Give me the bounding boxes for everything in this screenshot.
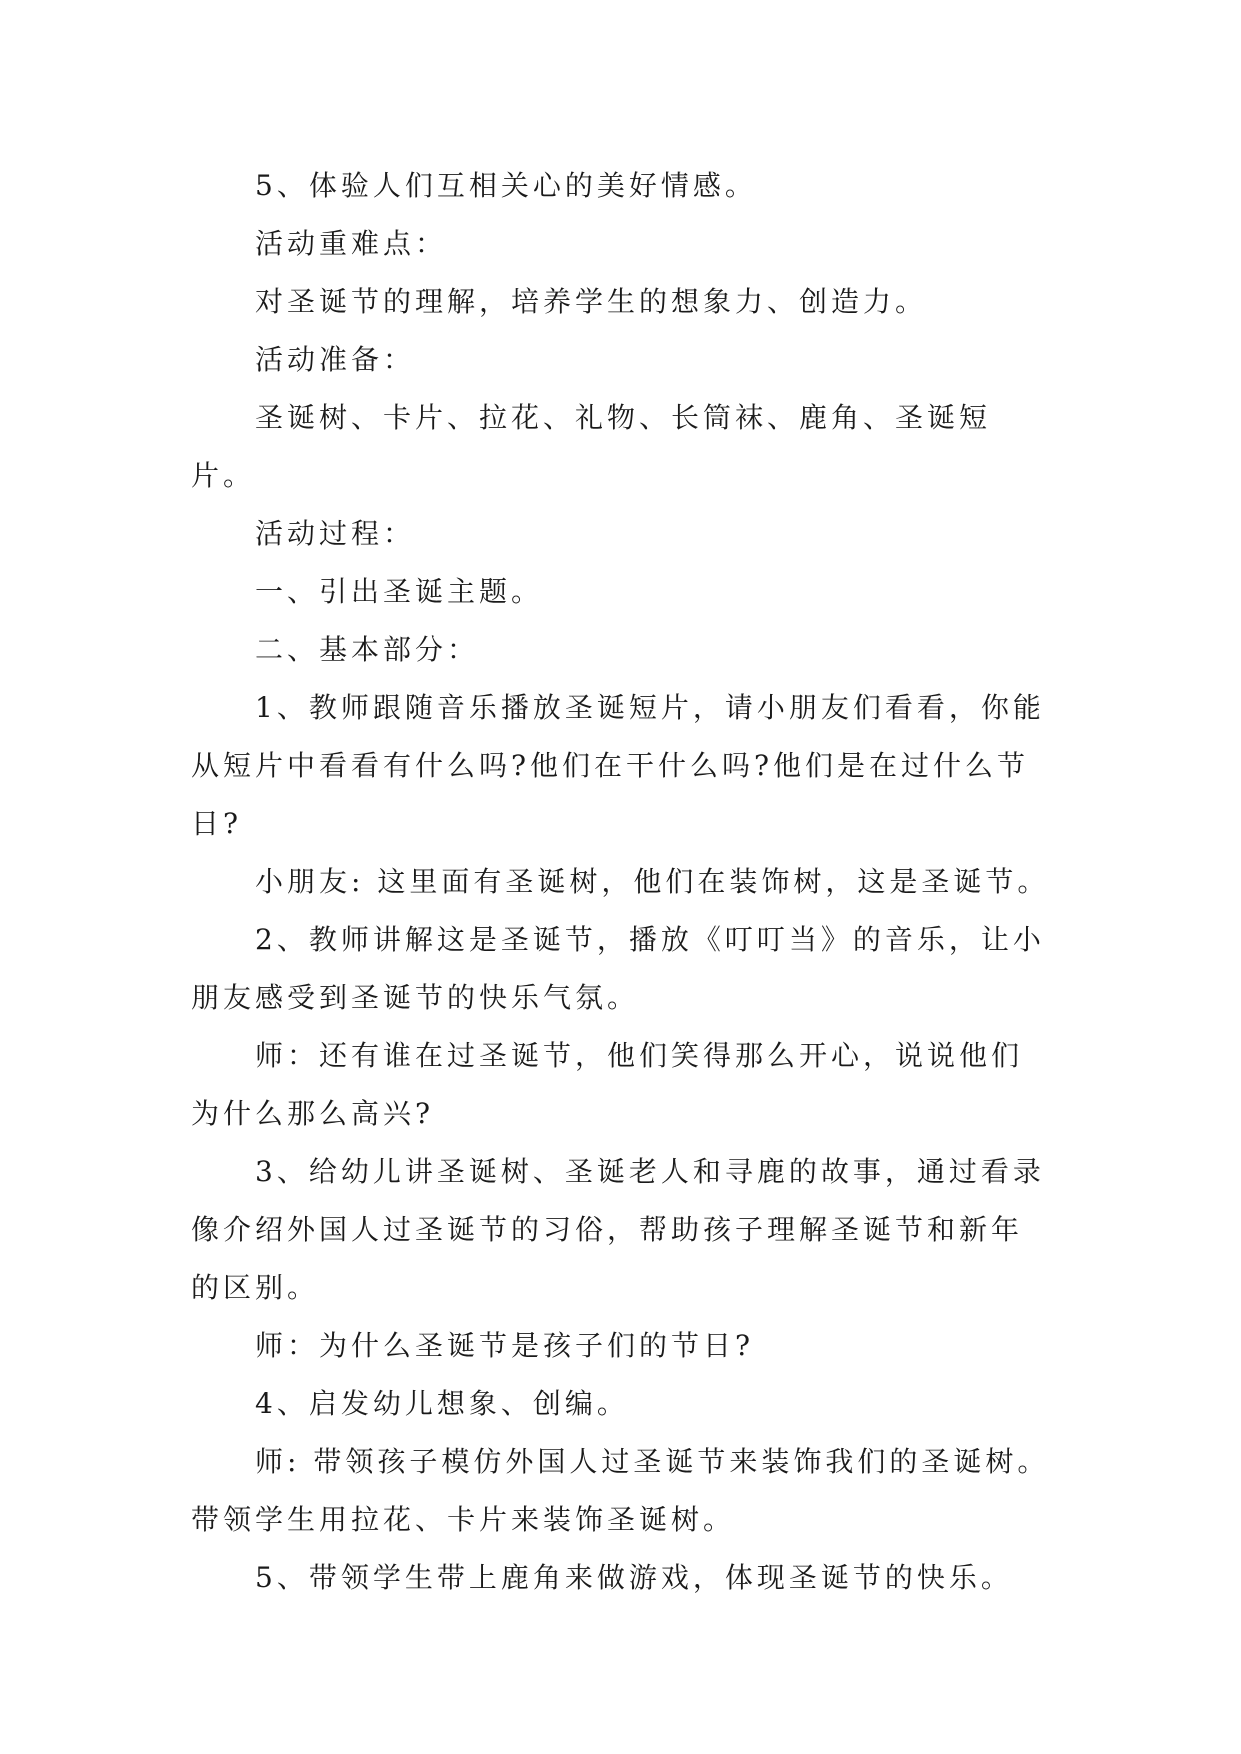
paragraph-teacher-question-2: 师：为什么圣诞节是孩子们的节日? xyxy=(255,1329,755,1362)
paragraph-teacher-question-1: 师：还有谁在过圣诞节，他们笑得那么开心，说说他们为什么那么高兴? xyxy=(191,1039,1024,1130)
paragraph-goal-5: 5、体验人们互相关心的美好情感。 xyxy=(255,169,757,202)
paragraph-section-2: 二、基本部分： xyxy=(255,633,480,666)
paragraph-teacher-instruction: 师: 带领孩子模仿外国人过圣诞节来装饰我们的圣诞树。带领学生用拉花、卡片来装饰圣诞树。 xyxy=(191,1445,1050,1536)
paragraph-step-3: 3、给幼儿讲圣诞树、圣诞老人和寻鹿的故事，通过看录像介绍外国人过圣诞节的习俗，帮助孩子理解圣诞节和新年的区别。 xyxy=(191,1155,1045,1304)
paragraph-step-2: 2、教师讲解这是圣诞节，播放《叮叮当》的音乐，让小朋友感受到圣诞节的快乐气氛。 xyxy=(191,923,1045,1014)
paragraph-preparation: 圣诞树、卡片、拉花、礼物、长筒袜、鹿角、圣诞短片。 xyxy=(191,401,992,492)
paragraph-step-5: 5、带领学生带上鹿角来做游戏，体现圣诞节的快乐。 xyxy=(255,1561,1013,1594)
paragraph-key-points: 对圣诞节的理解，培养学生的想象力、创造力。 xyxy=(255,285,928,318)
document-body xyxy=(191,157,1051,1607)
heading-key-points: 活动重难点： xyxy=(255,227,448,260)
paragraph-step-1: 1、教师跟随音乐播放圣诞短片，请小朋友们看看，你能从短片中看看有什么吗?他们在干什么吗?他们是在过什么节日? xyxy=(191,691,1045,840)
heading-preparation: 活动准备： xyxy=(255,343,416,376)
paragraph-section-1: 一、引出圣诞主题。 xyxy=(255,575,544,608)
paragraph-step-4: 4、启发幼儿想象、创编。 xyxy=(255,1387,629,1420)
heading-process: 活动过程： xyxy=(255,517,416,550)
paragraph-child-response: 小朋友: 这里面有圣诞树，他们在装饰树，这是圣诞节。 xyxy=(255,865,1050,898)
